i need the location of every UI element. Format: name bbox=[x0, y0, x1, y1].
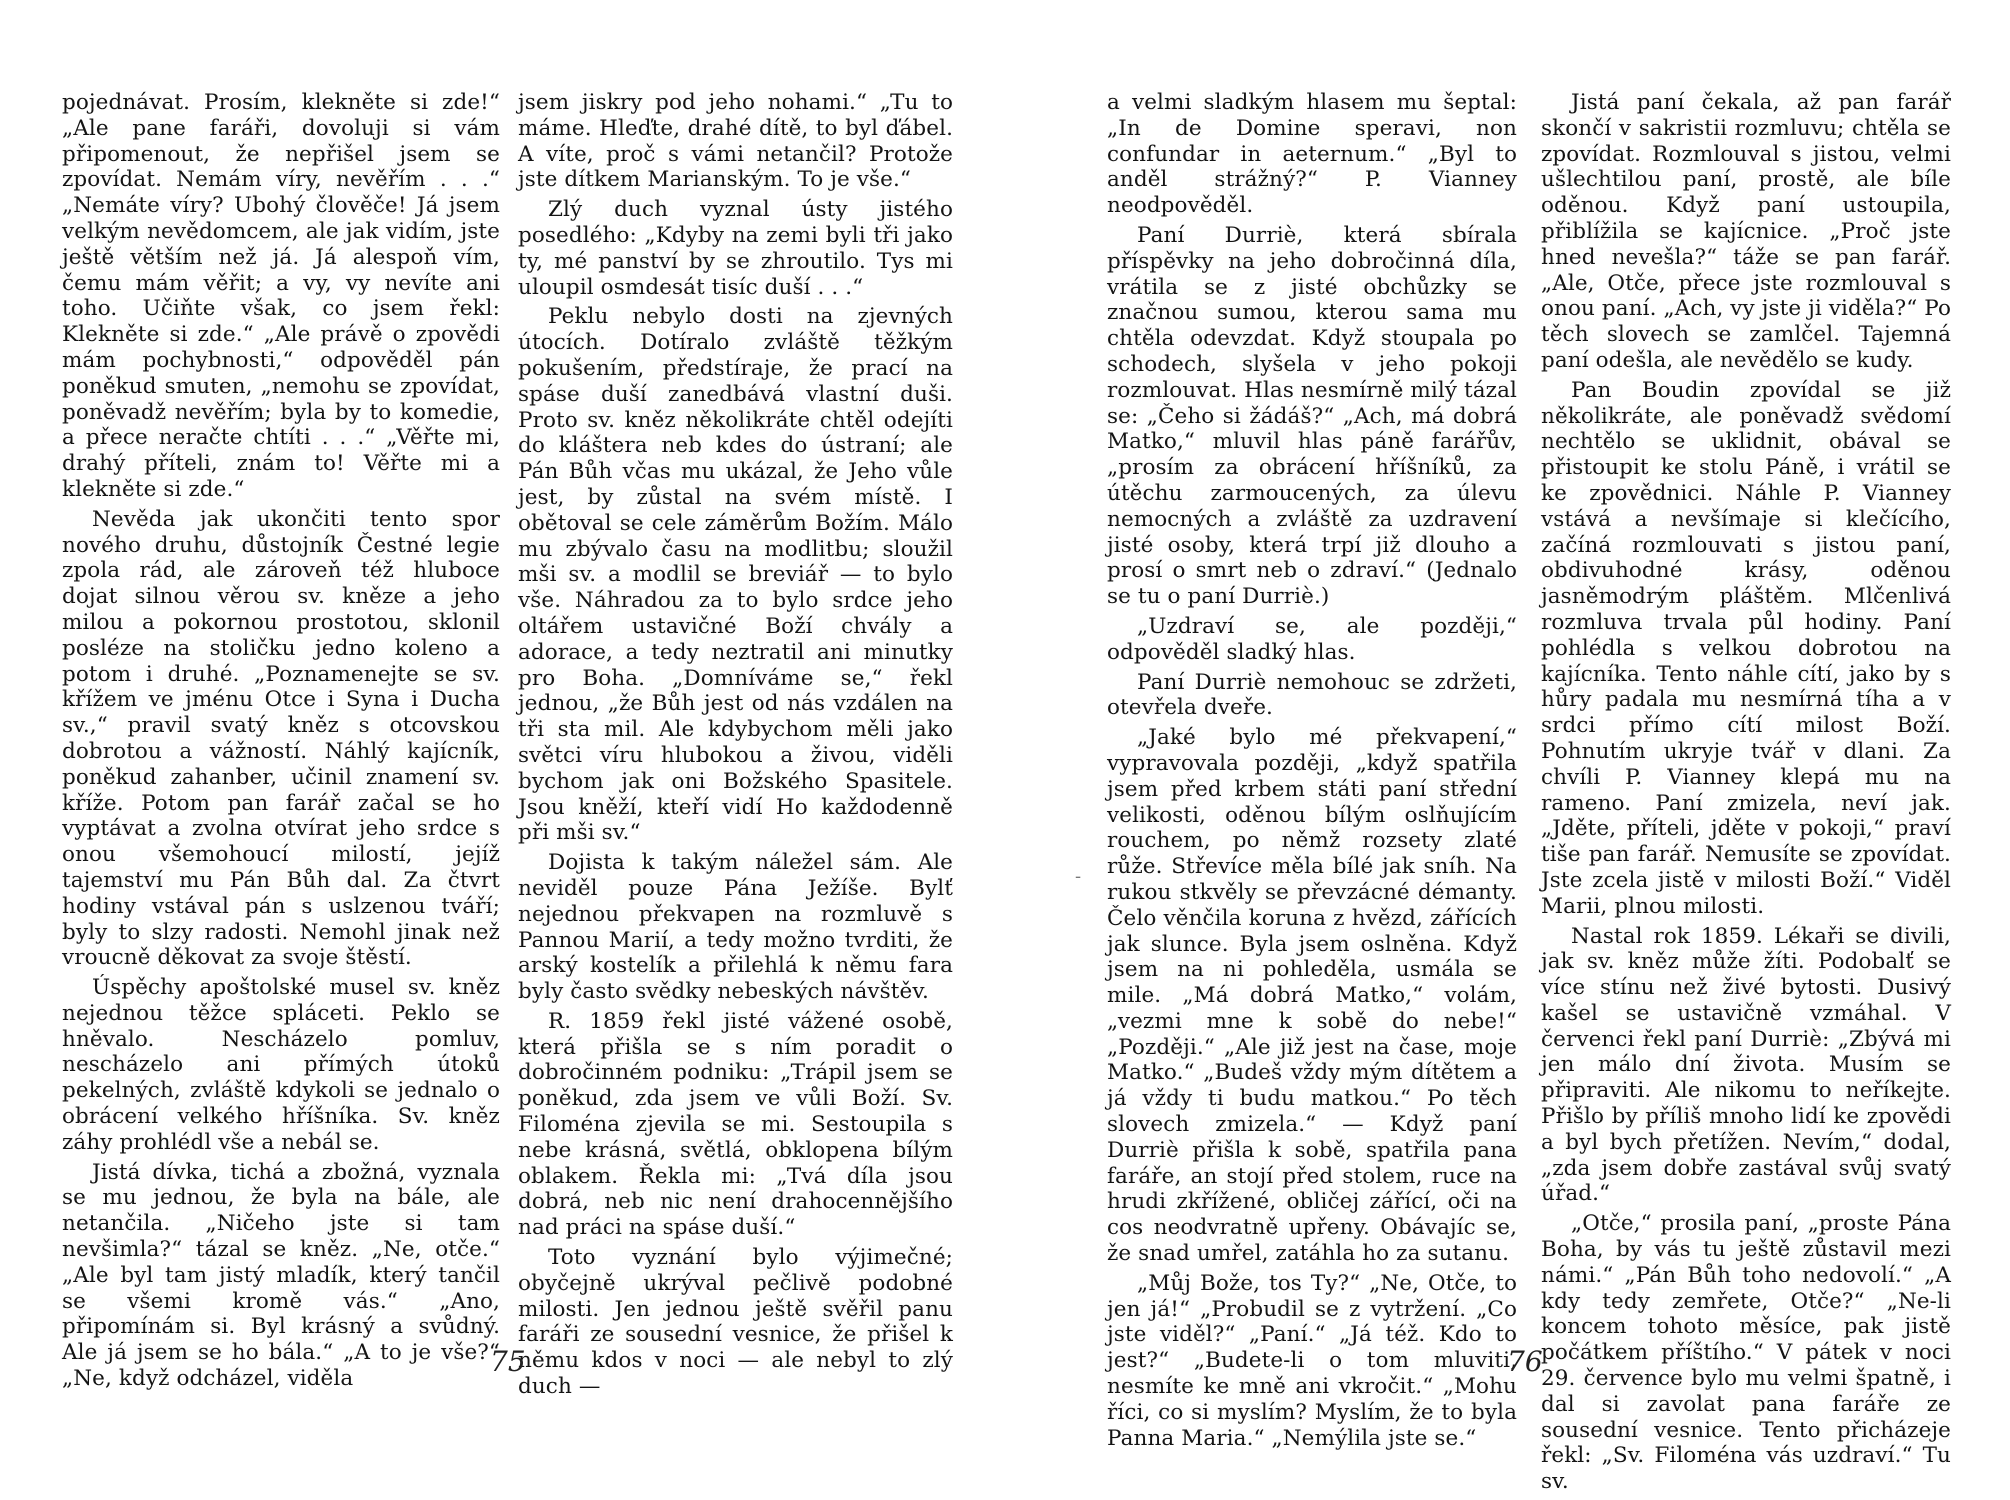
right-column-2 bbox=[1541, 90, 1951, 1495]
paragraph: Pan Boudin zpovídal se již několikráte, ale poněvadž svědomí nechtělo se uklidnit, obával se přistoupit ke stolu Páně, i vrátil se ke zpovědnici. Náhle P. Vianney vstává a nevšímaje si klečícího, začíná rozmlouvati s jistou paní, obdivuhodné krásy, oděnou jasněmodrým pláštěm. Mlčenlivá rozmluva trvala půl hodiny. Paní pohlédla s velkou dobrotou na kajícníka. Tento náhle cítí, jako by s hůry padala mu nesmírná tíha a v srdci přímo cítí milost Boží. Pohnutím ukryje tvář v dlani. Za chvíli P. Vianney klepá mu na rameno. Paní zmizela, neví jak. „Jděte, příteli, jděte v pokoji,“ praví tiše pan farář. Nemusíte se zpovídat. Jste zcela jistě v milosti Boží.“ Viděl Marii, plnou milosti. bbox=[1541, 377, 1951, 919]
paragraph: Paní Durriè nemohouc se zdržeti, otevřela dveře. bbox=[1107, 669, 1517, 721]
paragraph: Toto vyznání bylo výjimečné; obyčejně ukrýval pečlivě podobné milosti. Jen jednou ještě svěřil panu faráři ze sousední vesnice, že přišel k němu kdos v noci — ale nebyl to zlý duch — bbox=[518, 1245, 953, 1400]
paragraph: jsem jiskry pod jeho nohami.“ „Tu to máme. Hleďte, drahé dítě, to byl ďábel. A víte, proč s vámi netančil? Protože jste dítkem Marianským. To je vše.“ bbox=[518, 90, 953, 193]
margin-dash: - bbox=[1075, 866, 1082, 887]
paragraph: Nastal rok 1859. Lékaři se divili, jak sv. kněz může žíti. Podobalť se více stínu než živé bytosti. Dusivý kašel se ustavičně vzmáhal. V červenci řekl paní Durriè: „Zbývá mi jen málo dní života. Musím se připraviti. Ale nikomu to neříkejte. Přišlo by příliš mnoho lidí ke zpovědi a byl bych přetížen. Nevím,“ dodal, „zda jsem dobře zastával svůj svatý úřad.“ bbox=[1541, 923, 1951, 1207]
paragraph: „Můj Bože, tos Ty?“ „Ne, Otče, to jen já!“ „Probudil se z vytržení. „Co jste viděl?“ „Paní.“ „Já též. Kdo to jest?“ „Budete-li o tom mluviti, nesmíte ke mně ani vkročit.“ „Mohu říci, co si myslím? Myslím, že to byla Panna Maria.“ „Nemýlila jste se.“ bbox=[1107, 1270, 1517, 1451]
right-column-1 bbox=[1107, 90, 1517, 1451]
paragraph: „Otče,“ prosila paní, „proste Pána Boha, by vás tu ještě zůstavil mezi námi.“ „Pán Bůh toho nedovolí.“ „A kdy tedy zemřete, Otče?“ „Ne-li koncem tohoto měsíce, pak jistě počátkem příštího.“ V pátek v noci 29. července bylo mu velmi špatně, i dal si zavolat pana faráře ze sousední vesnice. Tento přicházeje řekl: „Sv. Filoména vás uzdraví.“ Tu sv. bbox=[1541, 1211, 1951, 1495]
right-page bbox=[1005, 0, 2010, 1500]
paragraph: „Jaké bylo mé překvapení,“ vypravovala později, „když spatřila jsem před krbem státi paní střední velikosti, oděnou bílým oslňujícím rouchem, po němž rozsety zlaté růže. Střevíce měla bílé jak sníh. Na rukou stkvěly se převzácné démanty. Čelo věnčila koruna z hvězd, zářících jak slunce. Byla jsem oslněna. Když jsem na ni pohleděla, usmála se mile. „Má dobrá Matko,“ volám, „vezmi mne k sobě do nebe!“ „Později.“ „Ale již jest na čase, moje Matko.“ „Budeš vždy mým dítětem a já vždy ti budu matkou.“ Po těch slovech zmizela.“ — Když paní Durriè přišla k sobě, spatřila pana faráře, an stojí před stolem, ruce na hrudi zkřížené, obličej zářící, oči na cos neodvratně upřeny. Obávajíc se, že snad umřel, zatáhla ho za sutanu. bbox=[1107, 725, 1517, 1267]
paragraph: Zlý duch vyznal ústy jistého posedlého: „Kdyby na zemi byli tři jako ty, mé panství by se zhroutilo. Tys mi uloupil osmdesát tisíc duší . . .“ bbox=[518, 197, 953, 300]
paragraph: Nevěda jak ukončiti tento spor nového druhu, důstojník Čestné legie zpola rád, ale zároveň též hluboce dojat silnou věrou sv. kněze a jeho milou a pokornou prostotou, sklonil posléze na stoličku jedno koleno a potom i druhé. „Poznamenejte se sv. křížem ve jménu Otce i Syna i Ducha sv.,“ pravil svatý kněz s otcovskou dobrotou a vážností. Náhlý kajícník, poněkud zahanber, učinil znamení sv. kříže. Potom pan farář začal se ho vyptávat a zvolna otvírat jeho srdce s onou všemohoucí milostí, jejíž tajemství mu Pán Bůh dal. Za čtvrt hodiny vstával pán s uslzenou tváří; byly to slzy radosti. Nemohl jinak než vroucně děkovat za svoje štěstí. bbox=[62, 506, 500, 971]
page-number-right: 76 bbox=[1507, 1345, 1543, 1378]
paragraph: R. 1859 řekl jisté vážené osobě, která přišla se s ním poradit o dobročinném podniku: „Trápil jsem se poněkud, zda jsem ve vůli Boží. Sv. Filoména zjevila se mi. Sestoupila s nebe krásná, světlá, obklopena bílým oblakem. Řekla mi: „Tvá díla jsou dobrá, neb nic není drahocennějšího nad práci na spáse duší.“ bbox=[518, 1008, 953, 1241]
left-column-2 bbox=[518, 90, 953, 1400]
paragraph: „Uzdraví se, ale později,“ odpověděl sladký hlas. bbox=[1107, 613, 1517, 665]
paragraph: Dojista k takým náležel sám. Ale neviděl pouze Pána Ježíše. Bylť nejednou překvapen na rozmluvě s Pannou Marií, a tedy možno tvrditi, že arský kostelík a přilehlá k němu fara byly často svědky nebeských návštěv. bbox=[518, 850, 953, 1005]
left-column-1 bbox=[62, 90, 500, 1392]
paragraph: Úspěchy apoštolské musel sv. kněz nejednou těžce spláceti. Peklo se hněvalo. Nescházelo pomluv, nescházelo ani přímých útoků pekelných, zvláště kdykoli se jednalo o obrácení velkého hříšníka. Sv. kněz záhy prohlédl vše a nebál se. bbox=[62, 975, 500, 1155]
paragraph: Paní Durriè, která sbírala příspěvky na jeho dobročinná díla, vrátila se z jisté obchůzky se značnou sumou, kterou sama mu chtěla odevzdat. Když stoupala po schodech, slyšela v jeho pokoji rozmlouvat. Hlas nesmírně milý tázal se: „Čeho si žádáš?“ „Ach, má dobrá Matko,“ mluvil hlas páně farářův, „prosím za obrácení hříšníků, za útěchu zarmoucených, za úlevu nemocných a zvláště za uzdravení jisté osoby, která trpí již dlouho a prosí o smrt neb o zdraví.“ (Jednalo se tu o paní Durriè.) bbox=[1107, 222, 1517, 610]
page-number-left: 75 bbox=[490, 1345, 526, 1378]
paragraph: Jistá dívka, tichá a zbožná, vyznala se mu jednou, že byla na bále, ale netančila. „Ničeho jste si tam nevšimla?“ tázal se kněz. „Ne, otče.“ „Ale byl tam jistý mladík, který tančil se všemi kromě vás.“ „Ano, připomínám si. Byl krásný a svůdný. Ale já jsem se ho bála.“ „A to je vše?“ „Ne, když odcházel, viděla bbox=[62, 1159, 500, 1392]
paragraph: Peklu nebylo dosti na zjevných útocích. Dotíralo zvláště těžkým pokušením, předstíraje, že prací na spáse duší zanedbává vlastní duši. Proto sv. kněz několikráte chtěl odejíti do kláštera neb kdes do ústraní; ale Pán Bůh včas mu ukázal, že Jeho vůle jest, by zůstal na svém místě. I obětoval se cele záměrům Božím. Málo mu zbývalo času na modlitbu; sloužil mši sv. a modlil se breviář — to bylo vše. Náhradou za to bylo srdce jeho oltářem ustavičné Boží chvály a adorace, a tedy neztratil ani minutky pro Boha. „Domníváme se,“ řekl jednou, „že Bůh jest od nás vzdálen na tři sta mil. Ale kdybychom měli jako světci víru hlubokou a živou, viděli bychom jak oni Božského Spasitele. Jsou kněží, kteří vidí Ho každodenně při mši sv.“ bbox=[518, 304, 953, 846]
paragraph: pojednávat. Prosím, klekněte si zde!“ „Ale pane faráři, dovoluji si vám připomenout, že nepřišel jsem se zpovídat. Nemám víry, nevěřím . . .“ „Nemáte víry? Ubohý člověče! Já jsem velkým nevědomcem, ale jak vidím, jste ještě větším než já. Já alespoň vím, čemu mám věřit; a vy, vy nevíte ani toho. Učiňte však, co jsem řekl: Klekněte si zde.“ „Ale právě o zpovědi mám pochybnosti,“ odpověděl pán poněkud smuten, „nemohu se zpovídat, poněvadž nevěřím; byla by to komedie, a přece neračte chtíti . . .“ „Věřte mi, drahý příteli, znám to! Věřte mi a klekněte si zde.“ bbox=[62, 90, 500, 502]
paragraph: a velmi sladkým hlasem mu šeptal: „In de Domine speravi, non confundar in aeternum.“ „Byl to anděl strážný?“ P. Vianney neodpověděl. bbox=[1107, 90, 1517, 219]
paragraph: Jistá paní čekala, až pan farář skončí v sakristii rozmluvu; chtěla se zpovídat. Rozmlouval s jistou, velmi ušlechtilou paní, prostě, ale bíle oděnou. Když paní ustoupila, přiblížila se kajícnice. „Proč jste hned nevešla?“ táže se pan farář. „Ale, Otče, přece jste rozmlouval s onou paní. „Ach, vy jste ji viděla?“ Po těch slovech se zamlčel. Tajemná paní odešla, ale nevědělo se kudy. bbox=[1541, 90, 1952, 373]
